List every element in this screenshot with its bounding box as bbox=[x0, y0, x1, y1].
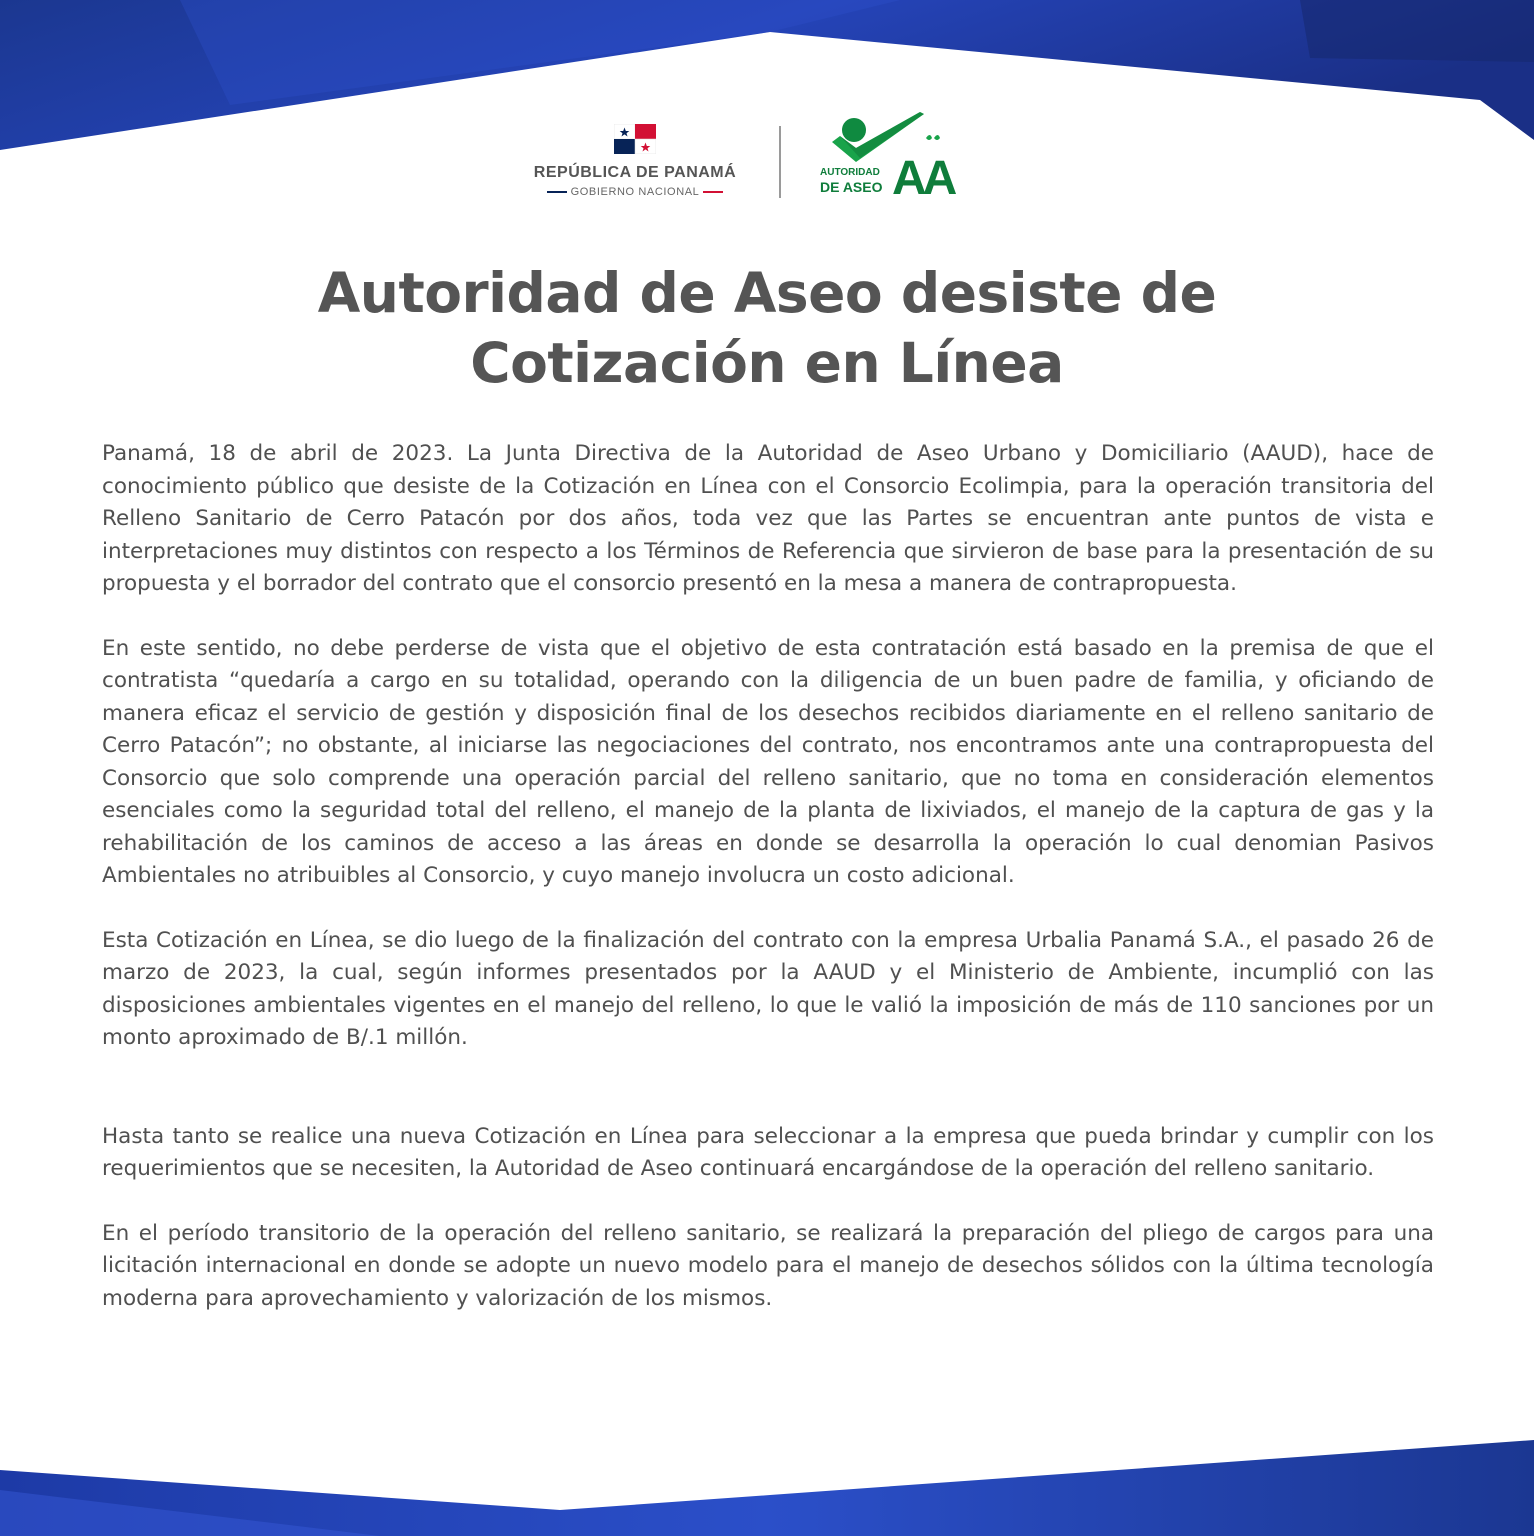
dash-blue bbox=[547, 191, 567, 193]
dash-red bbox=[703, 191, 723, 193]
logo-leaf-left bbox=[926, 135, 932, 140]
title-line-2: Cotización en Línea bbox=[470, 331, 1064, 395]
logo-divider bbox=[779, 126, 781, 198]
paragraph-2: En este sentido, no debe perderse de vista que el objetivo de esta contratación está basado en la premisa de que el contratista “quedaría a cargo en su totalidad, operando con la diligencia de un buen padre de familia, y oficiando de manera eficaz el servicio de gestión y disposición final de los desechos recibidos diariamente en el relleno sanitario de Cerro Patacón”; no obstante, al iniciarse las negociaciones del contrato, nos encontramos ante una contrapropuesta del Consorcio que solo comprende una operación parcial del relleno sanitario, que no toma en consideración elementos esenciales como la seguridad total del relleno, el manejo de la planta de lixiviados, el manejo de la captura de gas y la rehabilitación de los caminos de acceso a las áreas en donde se desarrolla la operación lo cual denomian Pasivos Ambientales no atribuibles al Consorcio, y cuyo manejo involucra un costo adicional. bbox=[102, 635, 1434, 888]
panama-flag-icon bbox=[614, 124, 656, 154]
aa-line1: AUTORIDAD bbox=[820, 167, 880, 178]
paragraph-4: Hasta tanto se realice una nueva Cotización en Línea para seleccionar a la empresa que pueda brindar y cumplir con los requerimientos que se necesiten, la Autoridad de Aseo continuará encargándose de la operación del relleno sanitario. bbox=[102, 1123, 1434, 1181]
aa-line2: DE ASEO bbox=[820, 179, 883, 195]
gov-title: REPÚBLICA DE PANAMÁ bbox=[533, 164, 737, 181]
paragraph-5: En el período transitorio de la operación del relleno sanitario, se realizará la preparación del pliego de cargos para una licitación internacional en donde se adopte un nuevo modelo para el manejo de desechos sólidos con la última tecnología moderna para aprovechamiento y valorización de los mismos. bbox=[102, 1220, 1434, 1311]
aa-text bbox=[820, 166, 883, 194]
header-logos bbox=[0, 110, 1534, 210]
paragraph-3: Esta Cotización en Línea, se dio luego de la finalización del contrato con la empresa Urbalia Panamá S.A., el pasado 26 de marzo de 2023, la cual, según informes presentados por la AAUD y el Ministerio de Ambiente, incumplió con las disposiciones ambientales vigentes en el manejo del relleno, lo que le valió la imposición de más de 110 sanciones por un monto aproximado de B/.1 millón. bbox=[102, 927, 1434, 1050]
page-title bbox=[0, 258, 1534, 398]
gov-subtitle: GOBIERNO NACIONAL bbox=[570, 186, 700, 198]
top-band-shade bbox=[1300, 0, 1534, 62]
title-line-1: Autoridad de Aseo desiste de bbox=[317, 261, 1217, 325]
paragraph-1: Panamá, 18 de abril de 2023. La Junta Directiva de la Autoridad de Aseo Urbano y Domiciliario (AAUD), hace de conocimiento público que desiste de la Cotización en Línea con el Consorcio Ecolimpia, para la operación transitoria del Relleno Sanitario de Cerro Patacón por dos años, toda vez que las Partes se encuentran ante puntos de vista e interpretaciones muy distintos con respecto a los Términos de Referencia que sirvieron de base para la presentación de su propuesta y el borrador del contrato que el consorcio presentó en la mesa a manera de contrapropuesta. bbox=[102, 441, 1434, 596]
gov-subtitle-row bbox=[520, 186, 750, 198]
gov-logo bbox=[520, 124, 750, 198]
aa-mark: AA bbox=[892, 152, 954, 200]
top-band-light bbox=[180, 0, 900, 105]
press-release-body bbox=[102, 438, 1434, 1315]
logo-leaf-right bbox=[934, 135, 940, 140]
logo-person-head bbox=[842, 118, 866, 142]
